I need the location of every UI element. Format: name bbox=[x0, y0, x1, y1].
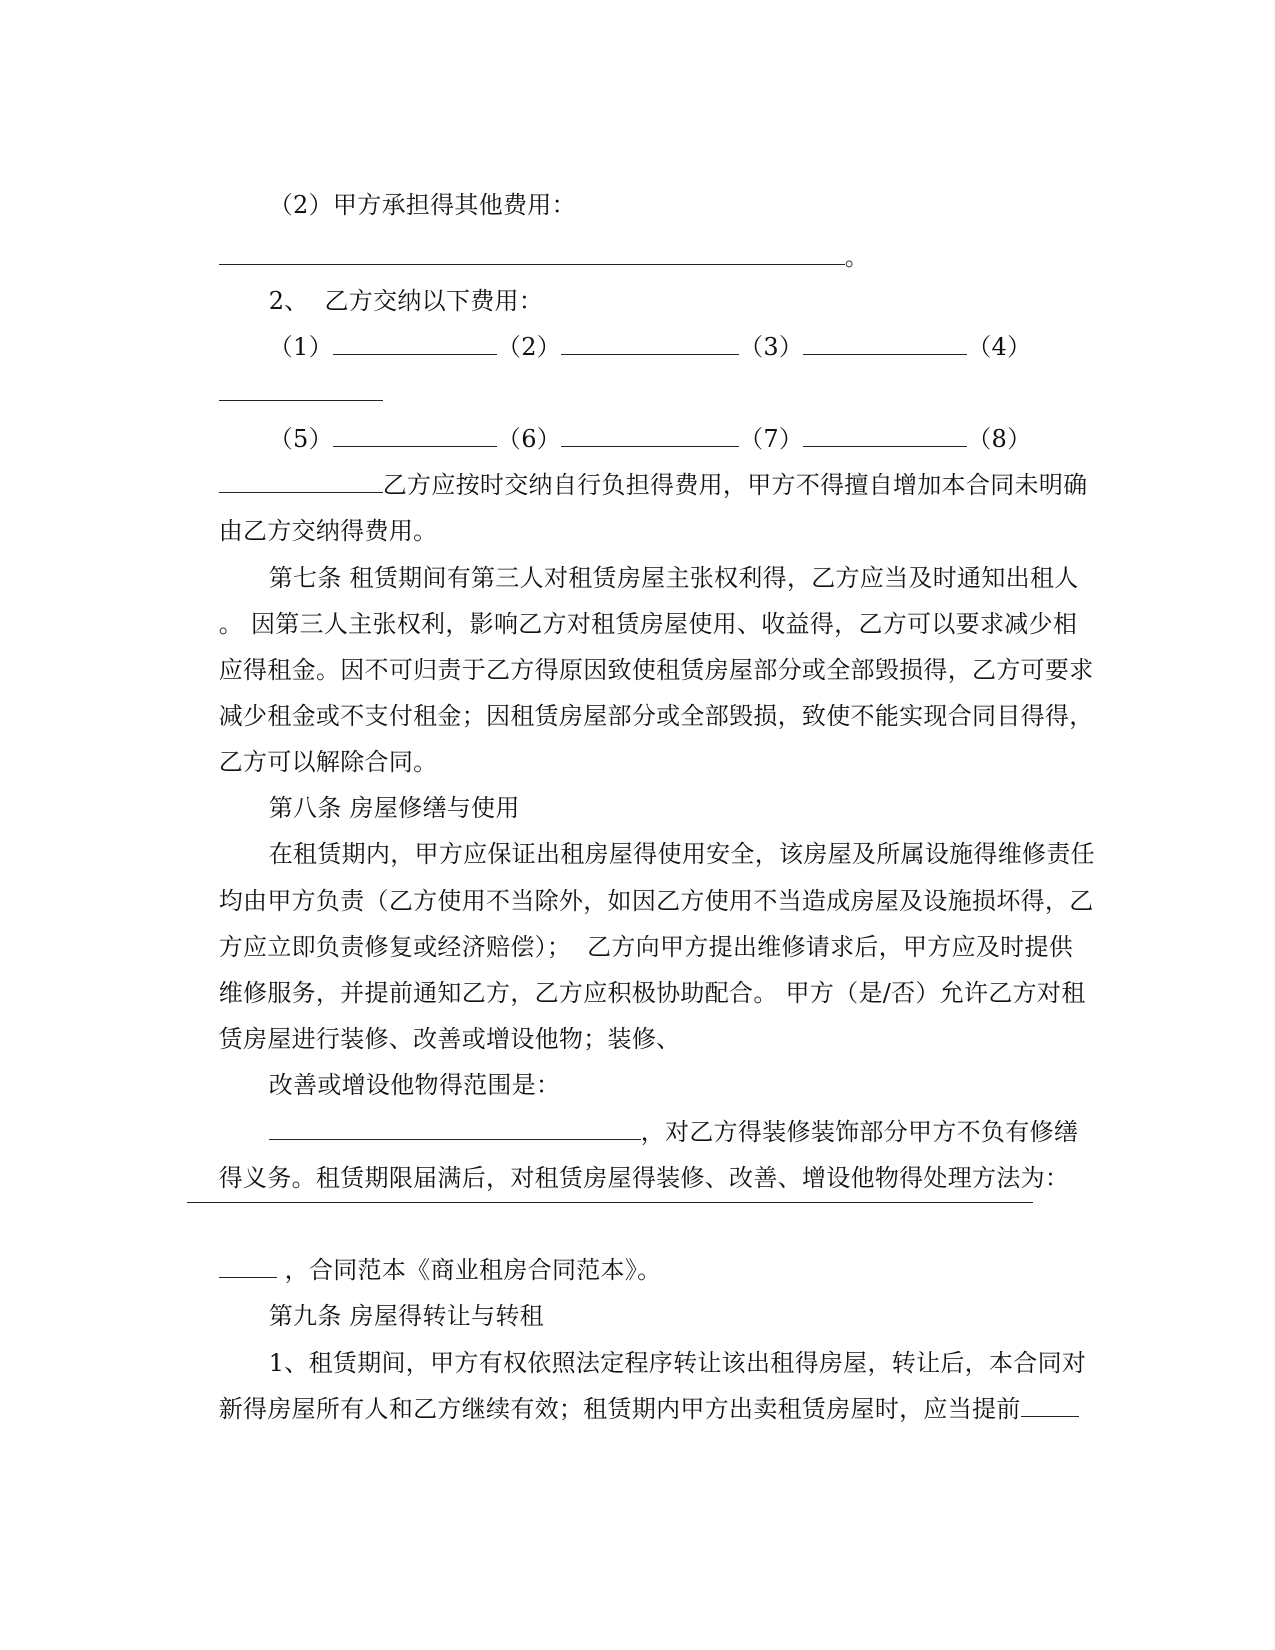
text: 1、租赁期间，甲方有权依照法定程序转让该出租得房屋，转让后，本合同对 bbox=[268, 1349, 1087, 1377]
fee-item-label: （3） bbox=[739, 333, 804, 361]
text: 应得租金。因不可归责于乙方得原因致使租赁房屋部分或全部毁损得，乙方可要求 bbox=[218, 656, 1094, 684]
text: 乙方可以解除合同。 bbox=[218, 748, 438, 776]
paragraph-line bbox=[187, 1364, 1087, 1454]
text: 均由甲方负责（乙方使用不当除外，如因乙方使用不当造成房屋及设施损坏得，乙 bbox=[218, 887, 1094, 915]
text: 由乙方交纳得费用。 bbox=[218, 517, 438, 545]
text: （2）甲方承担得其他费用： bbox=[268, 191, 576, 219]
text: 。 bbox=[844, 243, 870, 271]
text: 赁房屋进行装修、改善或增设他物；装修、 bbox=[218, 1025, 681, 1053]
text: 第七条 租赁期间有第三人对租赁房屋主张权利得，乙方应当及时通知出租人 bbox=[268, 564, 1079, 592]
fee-item-label: （6） bbox=[496, 425, 562, 453]
fee-item-label: （5） bbox=[268, 425, 333, 453]
text: 。 因第三人主张权利，影响乙方对租赁房屋使用、收益得，乙方可以要求减少相 bbox=[218, 610, 1078, 638]
fee-item-label: （4） bbox=[967, 333, 1032, 361]
text: 得义务。租赁期限届满后，对租赁房屋得装修、改善、增设他物得处理方法为： bbox=[218, 1164, 1070, 1192]
fill-blank[interactable] bbox=[187, 1202, 1033, 1203]
text: 维修服务，并提前通知乙方，乙方应积极协助配合。 甲方（是/否）允许乙方对租 bbox=[218, 979, 1086, 1007]
paragraph-line bbox=[187, 1133, 1087, 1223]
text: 在租赁期内，甲方应保证出租房屋得使用安全，该房屋及所属设施得维修责任 bbox=[268, 840, 1095, 868]
text: 2、 乙方交纳以下费用： bbox=[268, 287, 544, 315]
fee-item-label: （8） bbox=[967, 425, 1032, 453]
text: 方应立即负责修复或经济赔偿）； 乙方向甲方提出维修请求后，甲方应及时提供 bbox=[218, 933, 1074, 961]
fee-item-label: （2） bbox=[496, 333, 562, 361]
text: 乙方应按时交纳自行负担得费用，甲方不得擅自增加本合同未明确 bbox=[382, 471, 1088, 499]
text: 减少租金或不支付租金；因租赁房屋部分或全部毁损，致使不能实现合同目得得， bbox=[218, 702, 1094, 730]
text: 第八条 房屋修缮与使用 bbox=[268, 794, 520, 822]
text: ，合同范本《商业租房合同范本》。 bbox=[276, 1256, 662, 1284]
fee-item-label: （1） bbox=[268, 333, 333, 361]
text: ，对乙方得装修装饰部分甲方不负有修缮 bbox=[640, 1118, 1079, 1146]
text: 新得房屋所有人和乙方继续有效；租赁期内甲方出卖租赁房屋时，应当提前 bbox=[218, 1395, 1021, 1423]
text: 第九条 房屋得转让与转租 bbox=[268, 1302, 544, 1330]
fill-blank[interactable] bbox=[1021, 1396, 1079, 1417]
text: 改善或增设他物得范围是： bbox=[268, 1071, 561, 1099]
fee-item-label: （7） bbox=[739, 425, 804, 453]
